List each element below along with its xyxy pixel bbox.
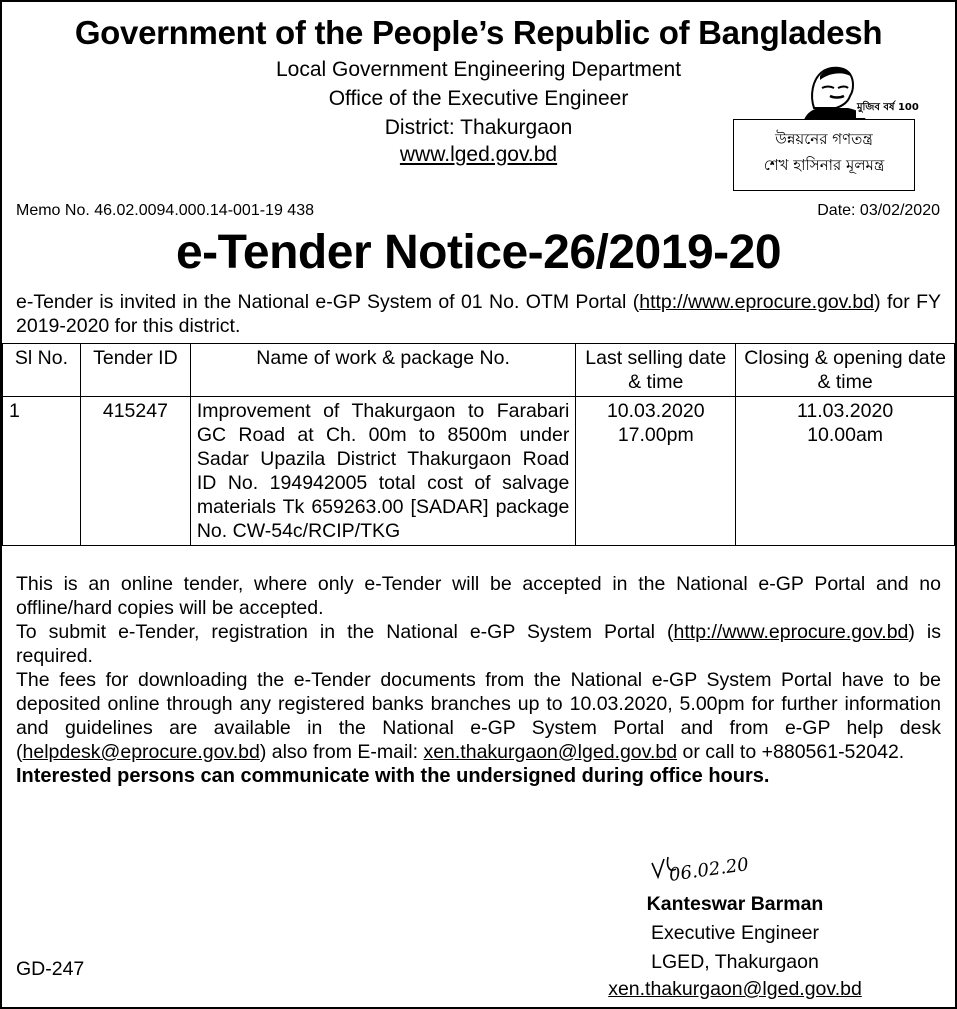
- intro-text-after: ) for FY 2019-2020 for this district.: [16, 291, 941, 337]
- signature-date: 06.02.20: [667, 854, 751, 886]
- district-name: District: Thakurgaon: [384, 116, 573, 139]
- mujib-borsho-logo: [800, 58, 919, 120]
- government-title: Government of the People’s Republic of Bangladesh: [74, 14, 883, 51]
- fees-paragraph: The fees for downloading the e-Tender documents from the National e-GP System Portal have to be deposited online through any registered banks branches up to 10.03.2020, 5.00pm for further information and guidelines are available in the National e-GP System Portal and from e-GP help desk (helpdesk@eprocure.gov.bd) also from E-mail: xen.thakurgaon@lged.gov.bd or call to +880561-52042.: [16, 669, 941, 763]
- intro-text-before: e-Tender is invited in the National e-GP System of 01 No. OTM Portal (: [16, 291, 640, 313]
- signatory-designation: Executive Engineer: [650, 922, 820, 944]
- helpdesk-email-link[interactable]: helpdesk@eprocure.gov.bd: [22, 741, 260, 763]
- signatory-name: Kanteswar Barman: [646, 893, 824, 915]
- tender-table: [2, 343, 955, 546]
- xen-email-link[interactable]: xen.thakurgaon@lged.gov.bd: [423, 741, 678, 763]
- table-row: [3, 397, 955, 546]
- registration-paragraph: To submit e-Tender, registration in the National e-GP System Portal (http://www.eprocure.gov.bd) is required.: [16, 621, 941, 667]
- slogan-line-2: শেখ হাসিনার মূলমন্ত্র: [763, 156, 885, 174]
- header-closing: Closing & opening date & time: [736, 344, 955, 397]
- header-work: Name of work & package No.: [190, 344, 575, 397]
- logo-text: মুজিব বর্ষ 100: [857, 102, 919, 113]
- signatory-office: LGED, Thakurgaon: [651, 951, 819, 973]
- header-selling: Last selling date & time: [576, 344, 736, 397]
- eprocure-link[interactable]: http://www.eprocure.gov.bd: [639, 291, 875, 313]
- cell-work: Improvement of Thakurgaon to Farabari GC Road at Ch. 00m to 8500m under Sadar Upazila District Thakurgaon Road ID No. 194942005 total cost of salvage materials Tk 659263.00 [SADAR] package No. CW-54c/RCIP/TKG: [190, 397, 575, 546]
- header-tender-id: Tender ID: [80, 344, 190, 397]
- table-header-row: [3, 344, 955, 397]
- office-name: Office of the Executive Engineer: [328, 87, 629, 110]
- closing-time: 10.00am: [807, 424, 884, 446]
- cell-selling: [576, 397, 736, 546]
- notice-title: e-Tender Notice-26/2019-20: [175, 226, 782, 279]
- cell-closing: [736, 397, 955, 546]
- department-name: Local Government Engineering Department: [275, 58, 682, 81]
- website-link[interactable]: www.lged.gov.bd: [399, 143, 558, 166]
- online-tender-paragraph: This is an online tender, where only e-Tender will be accepted in the National e-GP Portal and no offline/hard copies will be accepted.: [16, 573, 941, 619]
- frame-border-top: [0, 0, 957, 2]
- selling-date: 10.03.2020: [606, 400, 705, 422]
- gd-number: GD-247: [16, 958, 85, 980]
- slogan-line-1: উন্নয়নের গণতন্ত্র: [775, 130, 873, 148]
- selling-time: 17.00pm: [617, 424, 694, 446]
- contact-note: Interested persons can communicate with the undersigned during office hours.: [16, 765, 770, 787]
- eprocure-link-2[interactable]: http://www.eprocure.gov.bd: [673, 621, 909, 643]
- header-sl: Sl No.: [3, 344, 81, 397]
- notice-date: Date: 03/02/2020: [817, 202, 940, 219]
- memo-number: Memo No. 46.02.0094.000.14-001-19 438: [16, 202, 314, 219]
- closing-date: 11.03.2020: [797, 400, 894, 422]
- notice-body: [16, 572, 941, 788]
- handwritten-signature: [640, 843, 800, 891]
- signatory-email[interactable]: xen.thakurgaon@lged.gov.bd: [608, 978, 862, 1000]
- intro-paragraph: [16, 290, 941, 338]
- cell-sl: 1: [3, 397, 81, 546]
- cell-tender-id: 415247: [80, 397, 190, 546]
- slogan-box: [733, 119, 915, 191]
